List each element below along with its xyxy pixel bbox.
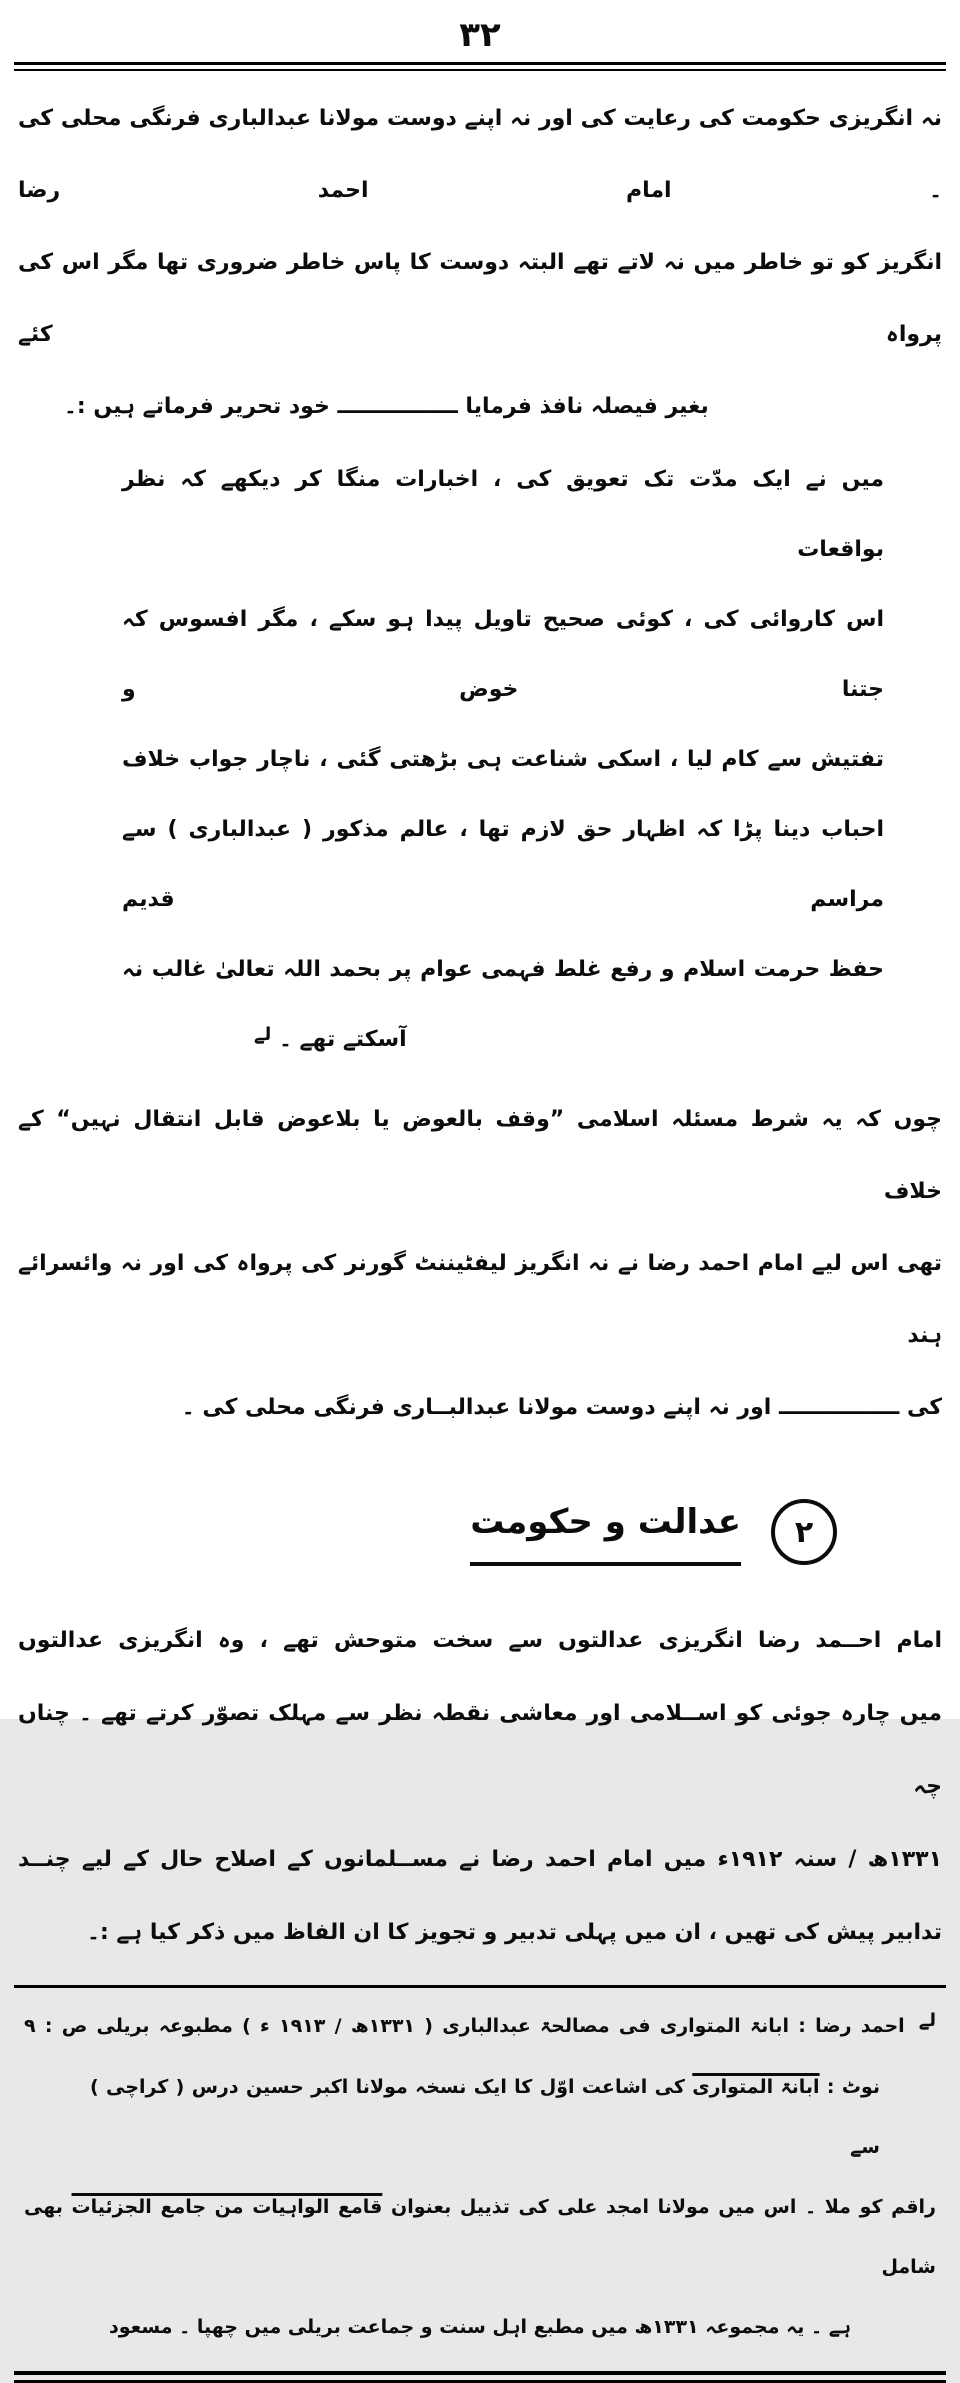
quote-line xyxy=(122,1005,884,1076)
text-line: کی ــــــــــــــــ اور نہ اپنے دوست مولانا عبدالبــاری فرنگی محلی کی ۔ xyxy=(181,1395,942,1420)
text-line: چوں کہ یہ شرط مسئلہ اسلامی ”وقف بالعوض یا بلاعوض قابل انتقال نہیں“ کے خلاف xyxy=(18,1107,942,1204)
paragraph-2 xyxy=(18,1084,942,1444)
section-number-badge xyxy=(771,1499,837,1565)
footer-double-rule xyxy=(14,2371,946,2383)
page-number: ۳۲ xyxy=(459,15,501,55)
footnote-line: ہے ۔ یہ مجموعہ ۱۳۳۱ھ میں مطبع اہل سنت و جماعت بریلی میں چھپا ۔ مسعود xyxy=(109,2316,851,2338)
footnote-marker: لے xyxy=(254,1024,272,1045)
quote-line: احباب دینا پڑا کہ اظہار حق لازم تھا ، عالم مذکور ( عبدالباری ) سے مراسم قدیم xyxy=(122,817,884,912)
footnote-marker: لے xyxy=(918,2010,936,2031)
paragraph-1 xyxy=(18,83,942,443)
book-title: ابانۃ المتواری xyxy=(692,2076,820,2098)
paragraph-3 xyxy=(18,1604,942,1969)
header-double-rule xyxy=(14,62,946,71)
quote-line: تفتیش سے کام لیا ، اسکی شناعت ہی بڑھتی گئی ، ناچار جواب خلاف xyxy=(122,747,884,772)
text-line: ۱۳۳۱ھ / سنہ ۱۹۱۲ء میں امام احمد رضا نے مســلمانوں کے اصلاح حال کے لیے چنــد xyxy=(18,1847,942,1872)
text-line: تدابیر پیش کی تھیں ، ان میں پہلی تدبیر و تجویز کا ان الفاظ میں ذکر کیا ہے :۔ xyxy=(87,1920,942,1945)
section-number: ۲ xyxy=(794,1514,814,1550)
quote-line: حفظ حرمت اسلام و رفع غلط فہمی عوام پر بحمد اللہ تعالیٰ غالب نہ xyxy=(122,957,884,982)
footnote-text: بھی شامل xyxy=(24,2196,936,2278)
footnote-line xyxy=(24,1996,936,2057)
text-line: بغیر فیصلہ نافذ فرمایا ــــــــــــــــ خود تحریر فرماتے ہیں :۔ xyxy=(64,394,709,419)
text-line: انگریز کو تو خاطر میں نہ لاتے تھے البتہ دوست کا پاس خاطر ضروری تھا مگر اس کی پرواہ کئے xyxy=(18,250,942,347)
text-line: میں چارہ جوئی کو اســلامی اور معاشی نقطہ نظر سے مہلک تصوّر کرتے تھے ۔ چناں چہ xyxy=(18,1701,942,1799)
footnote-text: نوٹ : xyxy=(819,2076,880,2098)
quote-line: اس کاروائی کی ، کوئی صحیح تاویل پیدا ہو سکے ، مگر افسوس کہ جتنا خوض و xyxy=(122,607,884,702)
footnote-text: راقم کو ملا ۔ اس میں مولانا امجد علی کی تذییل بعنوان xyxy=(382,2196,936,2218)
text-line: نہ انگریزی حکومت کی رعایت کی اور نہ اپنے دوست مولانا عبدالباری فرنگی محلی کی ۔ امام احمد رضا xyxy=(18,106,942,203)
main-text-block xyxy=(0,83,960,1969)
section-heading xyxy=(18,1480,942,1584)
text-line: تھی اس لیے امام احمد رضا نے نہ انگریز لیفٹیننٹ گورنر کی پرواہ کی اور نہ وائسرائے ہند xyxy=(18,1251,942,1348)
footnote-line xyxy=(24,2057,936,2177)
quote-line: میں نے ایک مدّت تک تعویق کی ، اخبارات منگا کر دیکھے کہ نظر بواقعات xyxy=(122,467,884,562)
book-title: قامع الواہیات من جامع الجزئیات xyxy=(71,2196,383,2218)
text-line: امام احــمد رضا انگریزی عدالتوں سے سخت متوحش تھے ، وہ انگریزی عدالتوں xyxy=(18,1628,942,1653)
section-title: عدالت و حکومت xyxy=(470,1498,741,1566)
footnote-text: احمد رضا : ابانۃ المتواری فی مصالحۃ عبدالباری ( ۱۳۳۱ھ / ۱۹۱۳ ء ) مطبوعہ بریلی ص : ۹ xyxy=(24,2015,905,2037)
quotation-block xyxy=(122,445,884,1076)
footnote-line xyxy=(24,2177,936,2297)
quote-last-text: آسکتے تھے ۔ xyxy=(278,1027,407,1052)
footnotes-block xyxy=(0,1988,960,2357)
footnote-text: کی اشاعت اوّل کا ایک نسخہ مولانا اکبر حسین درس ( کراچی ) سے xyxy=(90,2076,880,2158)
